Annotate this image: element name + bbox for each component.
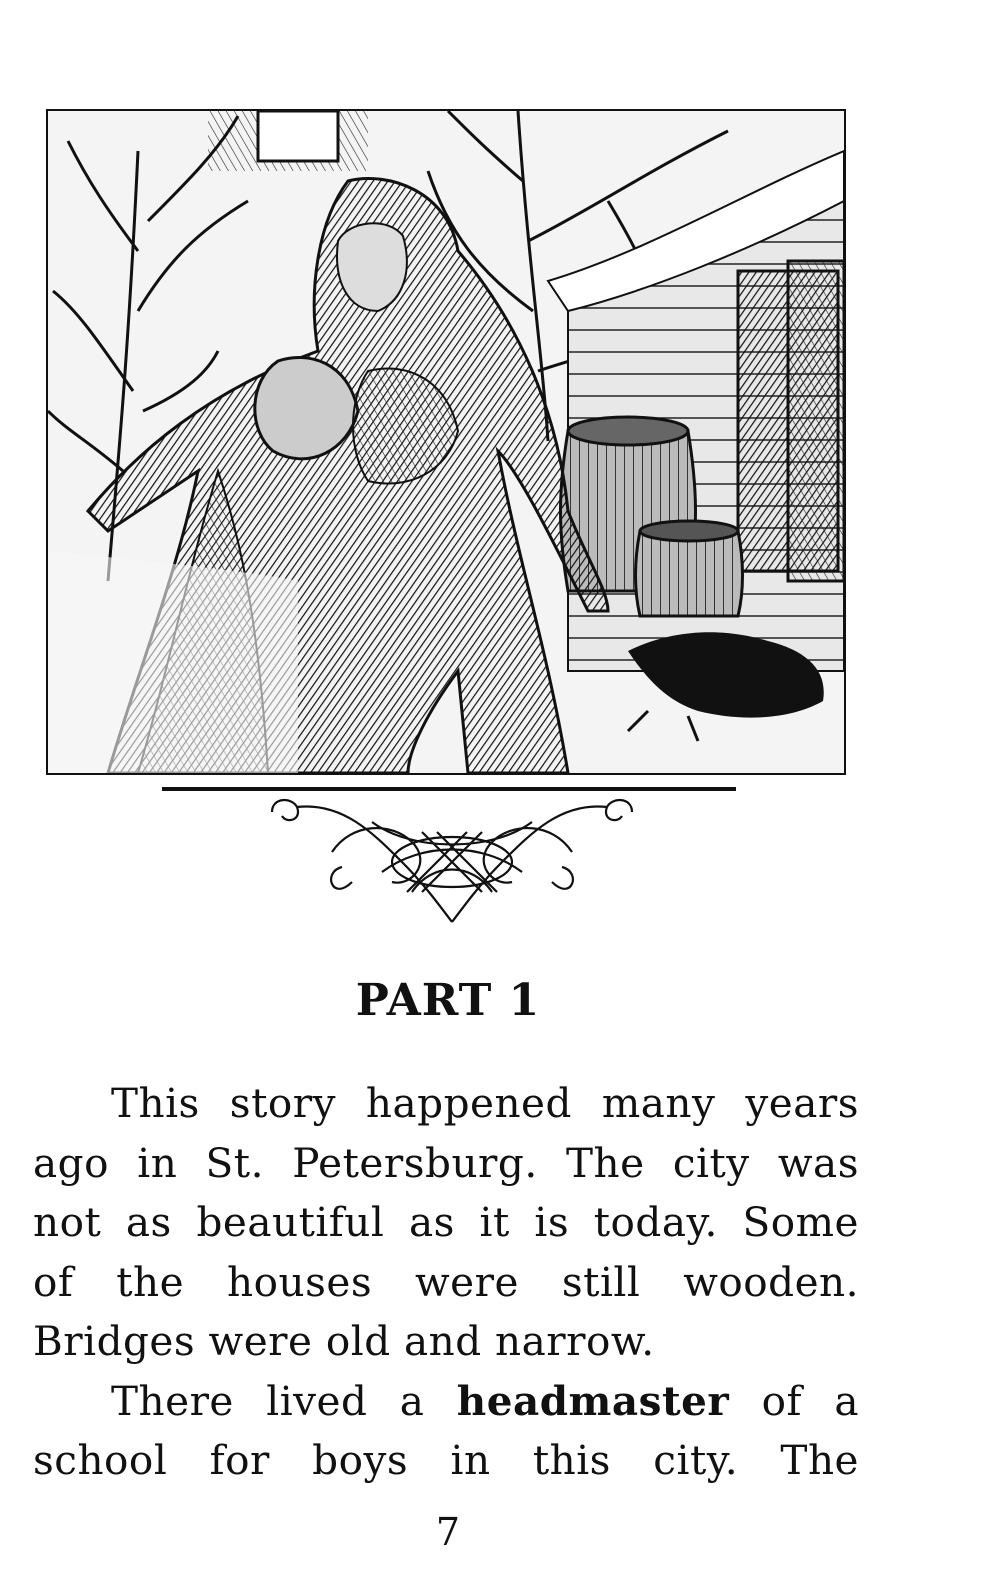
text-line: ago in St. Petersburg. The city was bbox=[33, 1138, 859, 1187]
story-text bbox=[33, 1074, 859, 1491]
text-segment: of a bbox=[729, 1376, 859, 1425]
text-line: school for boys in this city. The bbox=[33, 1436, 859, 1484]
paragraph-2 bbox=[33, 1372, 859, 1491]
page-number: 7 bbox=[435, 1510, 461, 1554]
text-line: This story happened many years bbox=[111, 1079, 859, 1127]
flourish-ornament-icon bbox=[262, 792, 642, 932]
separator-rule bbox=[162, 787, 736, 791]
text-line: Bridges were old and narrow. bbox=[33, 1317, 655, 1365]
winter-scene-image bbox=[48, 111, 844, 773]
bold-term: headmaster bbox=[456, 1376, 730, 1425]
part-heading: PART 1 bbox=[355, 975, 541, 1026]
text-line bbox=[33, 1372, 859, 1432]
text-line: not as beautiful as it is today. Some bbox=[33, 1198, 859, 1246]
paragraph-1 bbox=[33, 1074, 859, 1372]
story-illustration bbox=[46, 109, 846, 775]
text-line: of the houses were still wooden. bbox=[33, 1257, 859, 1306]
text-segment: There lived a bbox=[111, 1376, 457, 1425]
